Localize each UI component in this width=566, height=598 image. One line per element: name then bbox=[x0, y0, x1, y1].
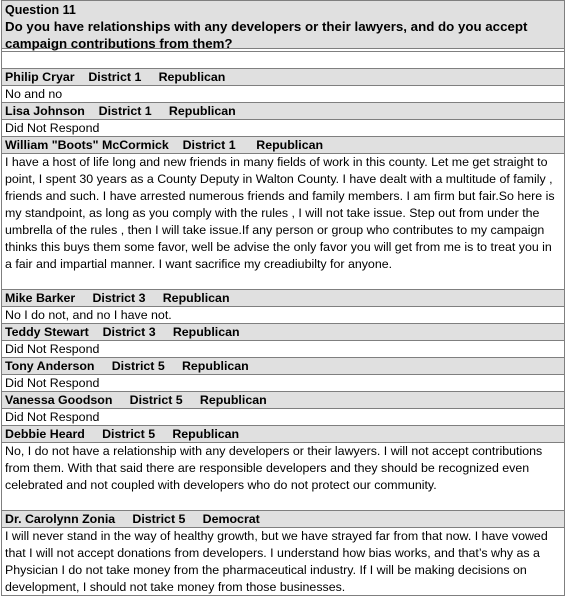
candidate-district: District 3 bbox=[102, 325, 156, 339]
candidate-row bbox=[1, 137, 565, 154]
blank-row bbox=[1, 52, 565, 69]
candidate-district: District 1 bbox=[98, 104, 152, 118]
candidate-party: Republican bbox=[158, 70, 226, 84]
response-row: I will never stand in the way of healthy growth, but we have strayed far from that now. I have vowed that I will not accept donations from developers. I understand how bias works, and that’s why as a Physician I do not take money from the pharmaceutical industry. If I will be making decisions on development, I should not take money from those businesses. bbox=[1, 528, 565, 596]
candidate-party: Republican bbox=[181, 359, 249, 373]
candidate-party: Republican bbox=[256, 138, 324, 152]
candidate-row bbox=[1, 511, 565, 528]
response-row: Did Not Respond bbox=[1, 375, 565, 392]
response-row: Did Not Respond bbox=[1, 341, 565, 358]
candidate-district: District 5 bbox=[102, 427, 156, 441]
candidate-party: Republican bbox=[172, 427, 240, 441]
candidate-row bbox=[1, 69, 565, 86]
response-row: I have a host of life long and new friends in many fields of work in this county. Let me get straight to point, I spent 30 years as a County Deputy in Walton County. I have dealt with a multitude of family , friends and such. I have arrested numerous friends and family members. I am firm but fair.So here is my standpoint, as long as you comply with the rules , I will not take issue. Step out from under the umbrella of the rules , then I will take issue.If any person or group who contributes to my campaign thinks this buys them some favor, well be advise the only favor you will get from me is to treat you in a fair and impartial manner. I want sacrifice my creadiubilty for anyone. bbox=[1, 154, 565, 290]
questionnaire-sheet bbox=[1, 0, 565, 596]
response-row: No, I do not have a relationship with any developers or their lawyers. I will not accept contributions from them. With that said there are responsible developers and they should be recognized even celebrated and not coupled with developers who do not protect our community. bbox=[1, 443, 565, 511]
candidate-row bbox=[1, 392, 565, 409]
candidate-row bbox=[1, 290, 565, 307]
candidate-name: Teddy Stewart bbox=[5, 325, 89, 339]
candidate-name: Philip Cryar bbox=[5, 70, 75, 84]
candidate-party: Republican bbox=[199, 393, 267, 407]
candidate-district: District 1 bbox=[88, 70, 142, 84]
question-text: Do you have relationships with any developers or their lawyers, and do you accept campaign contributions from them? bbox=[5, 19, 528, 51]
response-row: Did Not Respond bbox=[1, 120, 565, 137]
response-row: No and no bbox=[1, 86, 565, 103]
question-number: Question 11 bbox=[5, 3, 76, 17]
candidate-district: District 5 bbox=[132, 512, 186, 526]
candidate-party: Republican bbox=[168, 104, 236, 118]
candidate-name: Debbie Heard bbox=[5, 427, 85, 441]
candidate-name: Vanessa Goodson bbox=[5, 393, 113, 407]
response-row: Did Not Respond bbox=[1, 409, 565, 426]
candidate-district: District 5 bbox=[111, 359, 165, 373]
candidate-party: Republican bbox=[172, 325, 240, 339]
candidate-district: District 3 bbox=[92, 291, 146, 305]
candidate-party: Republican bbox=[162, 291, 230, 305]
candidate-row bbox=[1, 324, 565, 341]
candidate-name: William "Boots" McCormick bbox=[5, 138, 169, 152]
candidate-party: Democrat bbox=[202, 512, 260, 526]
response-row: No I do not, and no I have not. bbox=[1, 307, 565, 324]
candidate-name: Lisa Johnson bbox=[5, 104, 85, 118]
candidate-row bbox=[1, 103, 565, 120]
candidate-row bbox=[1, 426, 565, 443]
question-header bbox=[1, 0, 565, 49]
candidate-district: District 5 bbox=[129, 393, 183, 407]
candidate-row bbox=[1, 358, 565, 375]
candidate-name: Tony Anderson bbox=[5, 359, 95, 373]
candidate-name: Mike Barker bbox=[5, 291, 76, 305]
candidate-district: District 1 bbox=[182, 138, 236, 152]
candidate-name: Dr. Carolynn Zonia bbox=[5, 512, 116, 526]
